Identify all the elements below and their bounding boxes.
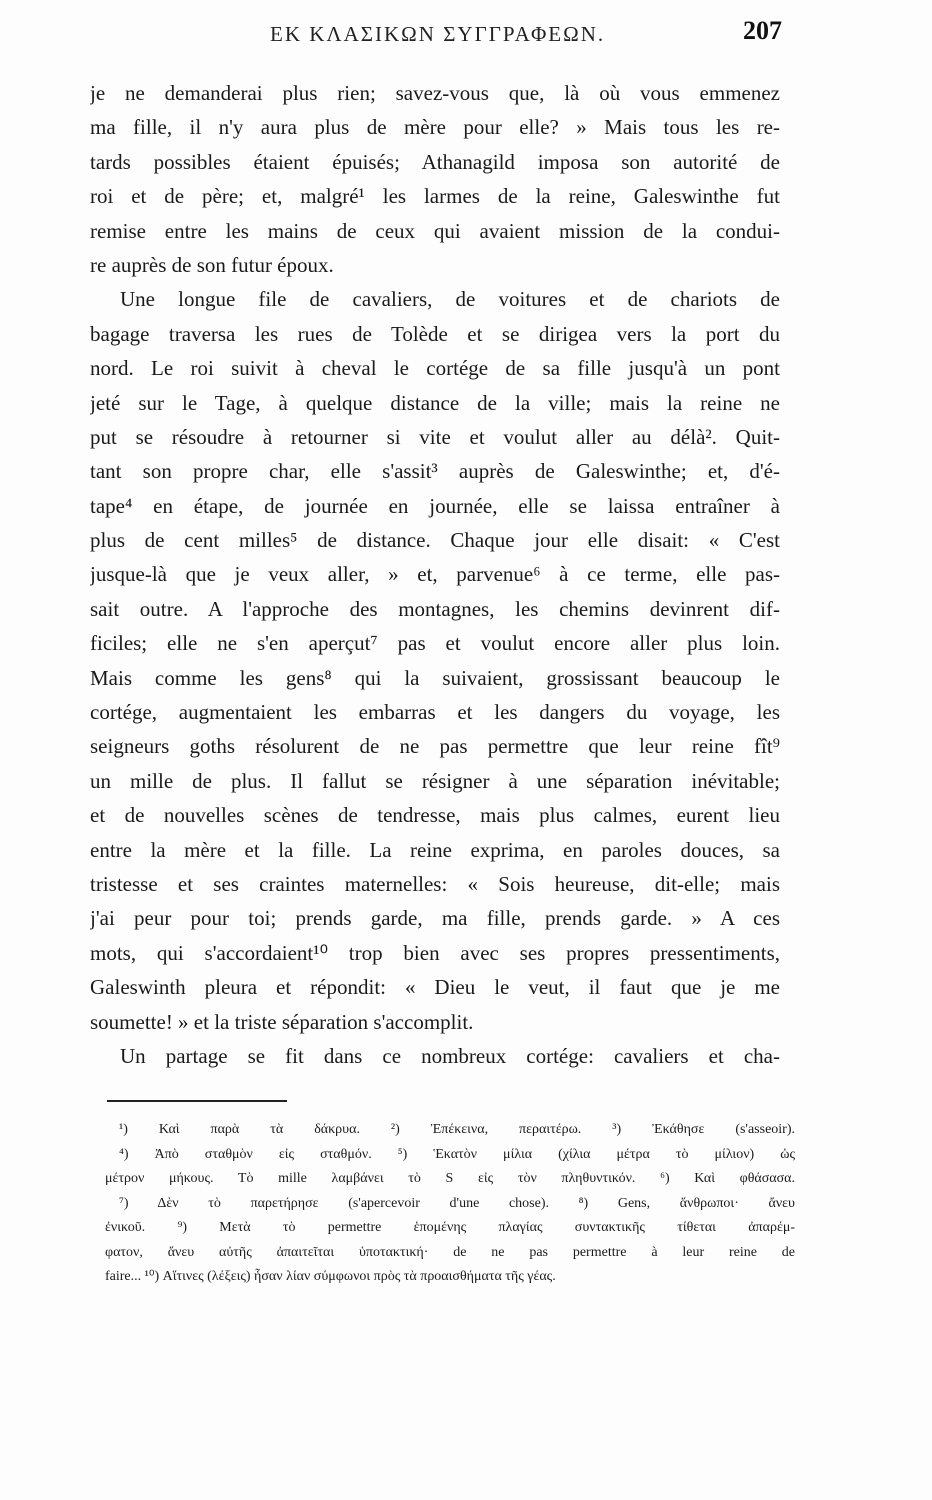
- text-line: ma fille, il n'y aura plus de mère pour elle? » Mais tous les re-: [90, 115, 780, 140]
- footnote-line: ⁴) Ἀπὸ σταθμὸν εἰς σταθμόν. ⁵) Ἑκατὸν μίλια (χίλια μέτρα τὸ μίλιον) ὡς: [119, 1146, 795, 1162]
- text-line: roi et de père; et, malgré¹ les larmes de la reine, Galeswinthe fut: [90, 184, 780, 209]
- text-line: entre la mère et la fille. La reine exprima, en paroles douces, sa: [90, 837, 780, 862]
- text-line: Une longue file de cavaliers, de voitures et de chariots de: [120, 287, 780, 312]
- text-line: j'ai peur pour toi; prends garde, ma fille, prends garde. » A ces: [90, 906, 780, 931]
- text-line: et de nouvelles scènes de tendresse, mais plus calmes, eurent lieu: [90, 803, 780, 828]
- text-line: Un partage se fit dans ce nombreux cortége: cavaliers et cha-: [120, 1043, 780, 1068]
- text-line: Mais comme les gens⁸ qui la suivaient, grossissant beaucoup le: [90, 665, 780, 690]
- text-line: tape⁴ en étape, de journée en journée, elle se laissa entraîner à: [90, 493, 780, 518]
- page-number: 207: [743, 16, 782, 45]
- footnote-line: ἐνικοῦ. ⁹) Μετὰ τὸ permettre ἑπομένης πλαγίας συντακτικῆς τίθεται ἀπαρέμ-: [105, 1220, 795, 1235]
- text-line: tant son propre char, elle s'assit³ auprès de Galeswinthe; et, d'é-: [90, 459, 780, 484]
- body-text: [90, 76, 780, 1073]
- text-line: Galeswinth pleura et répondit: « Dieu le veut, il faut que je me: [90, 975, 780, 1000]
- text-line: ficiles; elle ne s'en aperçut⁷ pas et voulut encore aller plus loin.: [90, 631, 780, 656]
- text-line: tards possibles étaient épuisés; Athanagild imposa son autorité de: [90, 149, 780, 174]
- text-line: remise entre les mains de ceux qui avaient mission de la condui-: [90, 218, 780, 243]
- footnote-line: faire... ¹⁰) Αἵτινες (λέξεις) ἦσαν λίαν σύμφωνοι πρὸς τὰ προαισθήματα τῆς γέας.: [105, 1269, 556, 1284]
- footnote-line: ¹) Καὶ παρὰ τὰ δάκρυα. ²) Ἐπέκεινα, περαιτέρω. ³) Ἐκάθησε (s'asseoir).: [119, 1122, 795, 1137]
- text-line: cortége, augmentaient les embarras et les dangers du voyage, les: [90, 700, 780, 725]
- running-title: ΕΚ ΚΛΑΣΙΚΩΝ ΣΥΓΓΡΑΦΕΩΝ.: [270, 22, 606, 46]
- text-line: bagage traversa les rues de Tolède et se dirigea vers la port du: [90, 321, 780, 346]
- footnotes: [105, 1118, 795, 1290]
- text-line: re auprès de son futur époux.: [90, 252, 334, 277]
- text-line: mots, qui s'accordaient¹⁰ trop bien avec ses propres pressentiments,: [90, 940, 780, 965]
- text-line: put se résoudre à retourner si vite et voulut aller au délà². Quit-: [90, 424, 780, 449]
- text-line: soumette! » et la triste séparation s'accomplit.: [90, 1009, 474, 1034]
- text-line: tristesse et ses craintes maternelles: « Sois heureuse, dit-elle; mais: [90, 871, 780, 896]
- text-line: un mille de plus. Il fallut se résigner à une séparation inévitable;: [90, 768, 780, 793]
- text-line: nord. Le roi suivit à cheval le cortége de sa fille jusqu'à un pont: [90, 356, 780, 381]
- footnote-line: ⁷) Δὲν τὸ παρετήρησε (s'apercevoir d'une chose). ⁸) Gens, ἄνθρωποι· ἄνευ: [119, 1195, 795, 1211]
- text-line: plus de cent milles⁵ de distance. Chaque jour elle disait: « C'est: [90, 528, 780, 553]
- text-line: je ne demanderai plus rien; savez-vous que, là où vous emmenez: [90, 81, 780, 105]
- text-line: sait outre. A l'approche des montagnes, les chemins devinrent dif-: [90, 596, 780, 621]
- text-line: seigneurs goths résolurent de ne pas permettre que leur reine fît⁹: [90, 734, 780, 759]
- footnote-line: φατον, ἄνευ αὐτῆς ἀπαιτεῖται ὑποτακτική· de ne pas permettre à leur reine de: [105, 1244, 795, 1260]
- text-line: jeté sur le Tage, à quelque distance de la ville; mais la reine ne: [90, 390, 780, 415]
- page-header: [90, 16, 782, 52]
- footnote-rule: [107, 1100, 287, 1102]
- footnote-line: μέτρον μήκους. Τὸ mille λαμβάνει τὸ S εἰς τὸν πληθυντικόν. ⁶) Καὶ φθάσασα.: [105, 1171, 795, 1186]
- text-line: jusque-là que je veux aller, » et, parvenue⁶ à ce terme, elle pas-: [90, 562, 780, 587]
